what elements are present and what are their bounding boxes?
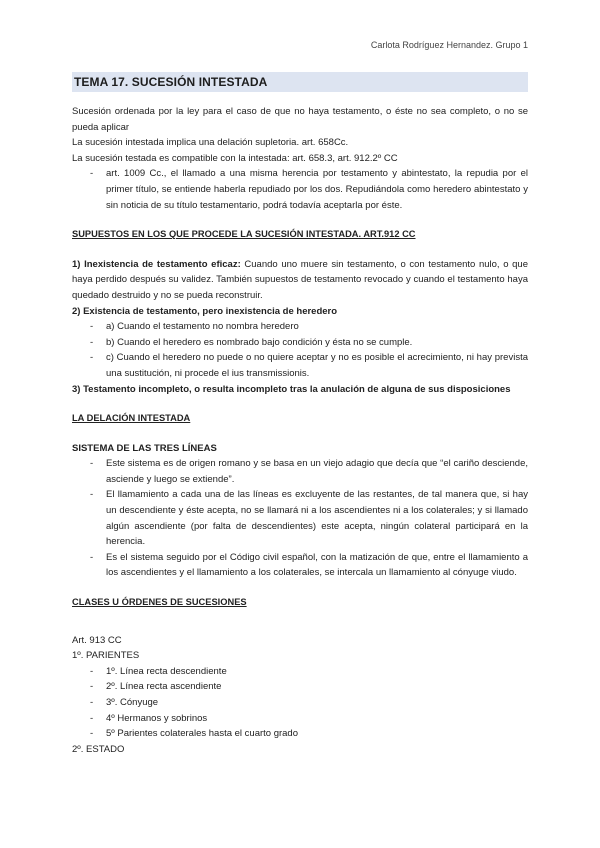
article-reference: Art. 913 CC <box>72 634 122 646</box>
supuesto-3: 3) Testamento incompleto, o resulta incompleto tras la anulación de alguna de sus disposiciones <box>72 383 511 395</box>
intro-paragraph: Sucesión ordenada por la ley para el caso de que no haya testamento, o éste no sea completo, o no se pueda aplicar <box>72 106 528 133</box>
list-item: - 4º Hermanos y sobrinos <box>72 711 528 727</box>
list-item: - c) Cuando el heredero no puede o no quiere aceptar y no es posible el acrecimiento, ni hay prevista una sustitución, ni procede el ius transmissionis. <box>72 350 528 381</box>
document-body <box>72 104 528 757</box>
supuesto-2: 2) Existencia de testamento, pero inexistencia de heredero <box>72 305 338 317</box>
list-item: - Este sistema es de origen romano y se basa en un viejo adagio que decía que “el cariño desciende, asciende y luego se extiende”. <box>72 456 528 487</box>
header-author: Carlota Rodríguez Hernandez. Grupo 1 <box>370 40 528 50</box>
intro-paragraph: La sucesión testada es compatible con la intestada: art. 658.3, art. 912.2º CC <box>72 152 398 164</box>
list-item: - 3º. Cónyuge <box>72 695 528 711</box>
list-item: - art. 1009 Cc., el llamado a una misma herencia por testamento y abintestato, la repudia por el primer título, se entiende haberla repudiado por los dos. Repudiándola como heredero abintestato y sin noticia de su título testamentario, podrá todavía aceptarla por éste. <box>72 166 528 213</box>
list-item: - b) Cuando el heredero es nombrado bajo condición y ésta no se cumple. <box>72 335 528 351</box>
list-item: - 2º. Línea recta ascendiente <box>72 679 528 695</box>
supuesto-1-text: Cuando uno muere sin testamento, o con testamento nulo, o que haya perdido después su validez. También supuestos de testamento revocado y cuando el testamento haya quedado destruido y no se pueda reconstruir. <box>72 258 528 301</box>
intro-paragraph: La sucesión intestada implica una delación supletoria. art. 658Cc. <box>72 137 349 149</box>
page-title: TEMA 17. SUCESIÓN INTESTADA <box>74 75 268 89</box>
tres-lineas-list <box>72 456 528 581</box>
supuesto-2-list <box>72 319 528 381</box>
list-item: - a) Cuando el testamento no nombra heredero <box>72 319 528 335</box>
supuesto-1-label: 1) Inexistencia de testamento eficaz: <box>72 258 241 270</box>
list-item: - Es el sistema seguido por el Código civil español, con la matización de que, entre el llamamiento a los ascendientes y el llamamiento a los colaterales, se intercala un llamamiento al cónyuge viudo. <box>72 550 528 581</box>
section-heading-clases: CLASES U ÓRDENES DE SUCESIONES <box>72 597 247 608</box>
section-heading-delacion: LA DELACIÓN INTESTADA <box>72 413 191 424</box>
parientes-heading: 1º. PARIENTES <box>72 650 140 662</box>
estado-heading: 2º. ESTADO <box>72 743 125 755</box>
supuesto-1 <box>72 257 528 304</box>
intro-list <box>72 166 528 213</box>
subheading-tres-lineas: SISTEMA DE LAS TRES LÍNEAS <box>72 442 217 454</box>
list-item: - 5º Parientes colaterales hasta el cuarto grado <box>72 726 528 742</box>
section-heading-supuestos: SUPUESTOS EN LOS QUE PROCEDE LA SUCESIÓN INTESTADA. ART.912 CC <box>72 229 416 240</box>
list-item: - El llamamiento a cada una de las líneas es excluyente de las restantes, de tal manera que, si hay un descendiente y éste acepta, no se llamará ni a los ascendientes ni a los colaterales; y si llamado algún ascendiente (por falta de descendientes) este acepta, ningún colateral participará en la herencia. <box>72 487 528 549</box>
parientes-list <box>72 664 528 742</box>
list-item: - 1º. Línea recta descendiente <box>72 664 528 680</box>
